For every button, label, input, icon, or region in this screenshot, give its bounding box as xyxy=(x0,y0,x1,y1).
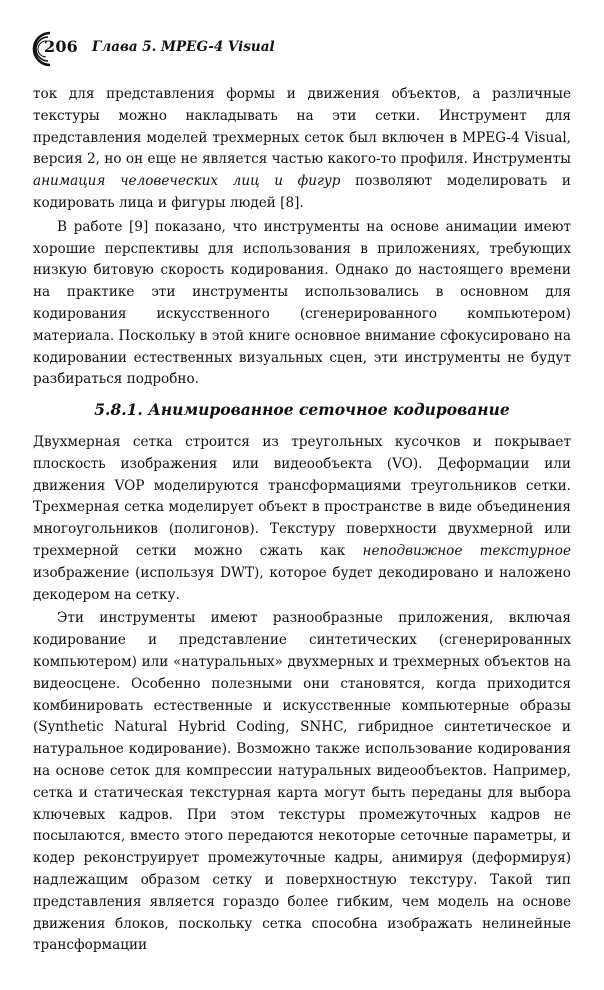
paragraph xyxy=(33,432,571,606)
paragraph-text: ток для представления формы и движения объектов, а различные текстуры можно накладывать на эти сетки. Инструмент для представления моделей трехмерных сеток был включен в MPEG-4 Visual, версия 2, но он еще не является частью какого-то профиля. Инструменты xyxy=(33,86,571,168)
paragraph: Эти инструменты имеют разнообразные приложения, включая кодирование и представление синтетических (сгенерированных компьютером) или «натуральных» двухмерных и трехмерных объектов на видеосцене. Особенно полезными они становятся, когда приходится комбинировать естественные и искусственные компьютерные образы (Synthetic Natural Hybrid Coding, SNHC, гибридное синтетическое и натуральное кодирование). Возможно также использование кодирования на основе сеток для компрессии натуральных видеообъектов. Например, сетка и статическая текстурная карта могут быть переданы для выбора ключевых кадров. При этом текстуры промежуточных кадров не посылаются, вместо этого передаются некоторые сеточные параметры, и кодер реконструирует промежуточные кадры, анимируя (деформируя) надлежащим образом сетку и поверхностную текстуру. Такой тип представления является гораздо более гибким, чем модель на основе движения блоков, поскольку сетка способна изображать нелинейные трансформации xyxy=(33,610,571,954)
paragraph: В работе [9] показано, что инструменты на основе анимации имеют хорошие перспективы для использования в приложениях, требующих низкую битовую скорость кодирования. Однако до настоящего времени на практике эти инструменты использовались в основном для кодирования искусственного (сгенерированного компьютером) материала. Поскольку в этой книге основное внимание сфокусировано на кодировании естественных визуальных сцен, эти инструменты не будут разбираться подробно. xyxy=(33,218,571,388)
text-block-bottom xyxy=(33,432,571,957)
running-head: Глава 5. MPEG-4 Visual xyxy=(92,39,275,55)
paragraph-text: изображение (используя DWT), которое будет декодировано и наложено декодером на сетку. xyxy=(33,564,571,603)
section-heading: 5.8.1. Анимированное сеточное кодирование xyxy=(94,400,510,419)
page-number: 206 xyxy=(44,37,78,56)
paragraph-text: позволяют моделировать и кодировать лица и фигуры людей [8]. xyxy=(33,173,571,211)
text-block-top xyxy=(33,84,571,391)
emphasis-text: неподвижное текстурное xyxy=(362,542,571,559)
paragraph xyxy=(33,84,571,215)
emphasis-text: анимация человеческих лиц и фигур xyxy=(33,173,341,190)
paragraph-text: Двухмерная сетка строится из треугольных кусочков и покрывает плоскость изображения или видеообъекта (VO). Деформации или движения VOP моделируются трансформациями треугольников сетки. Трехмерная сетка моделирует объект в пространстве в виде объединения многоугольников (полигонов). Текстуру поверхности двухмерной или трехмерной сетки можно сжать как xyxy=(33,434,571,559)
page-header xyxy=(30,30,330,68)
